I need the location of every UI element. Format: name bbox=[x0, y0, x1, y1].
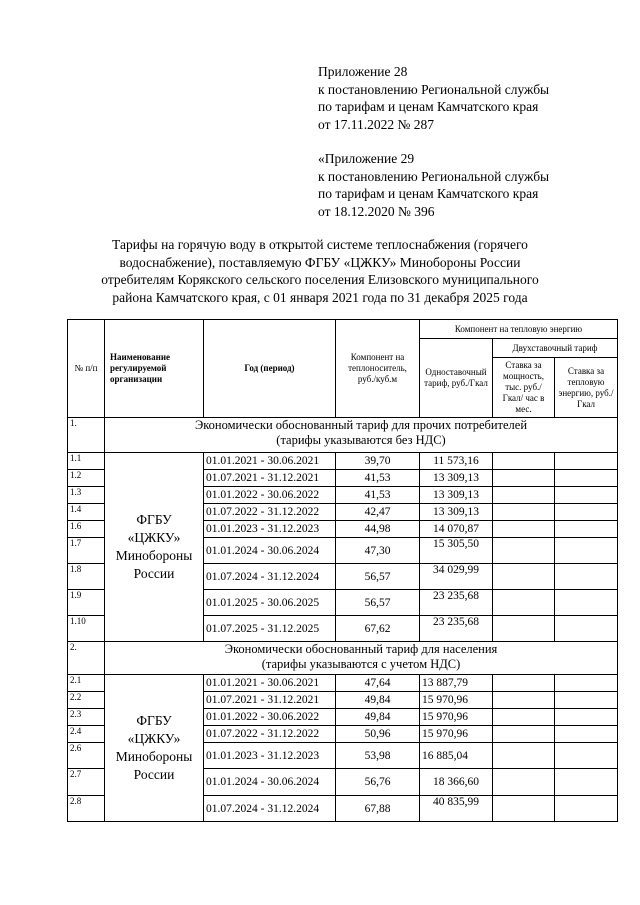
row-period: 01.07.2022 - 31.12.2022 bbox=[204, 504, 336, 521]
row-period: 01.07.2022 - 31.12.2022 bbox=[204, 726, 336, 743]
row-period: 01.01.2021 - 30.06.2021 bbox=[204, 453, 336, 470]
row-single-rate: 16 885,04 bbox=[420, 743, 493, 769]
row-period: 01.07.2024 - 31.12.2024 bbox=[204, 796, 336, 822]
section-num: 2. bbox=[68, 642, 105, 675]
title-line: водоснабжение), поставляемую ФГБУ «ЦЖКУ» Минобороны России bbox=[119, 254, 521, 270]
row-single-rate: 40 835,99 bbox=[420, 796, 493, 822]
row-period: 01.01.2025 - 30.06.2025 bbox=[204, 590, 336, 616]
title-line: района Камчатского края, с 01 января 2021 года по 31 декабря 2025 года bbox=[112, 289, 528, 305]
row-period: 01.01.2022 - 30.06.2022 bbox=[204, 709, 336, 726]
org-name-line: «ЦЖКУ» bbox=[127, 530, 181, 545]
appendix-line: от 18.12.2020 № 396 bbox=[318, 203, 435, 219]
appendix-line: от 17.11.2022 № 287 bbox=[318, 116, 434, 132]
section-subtitle-line: (тарифы указываются с учетом НДС) bbox=[261, 657, 461, 671]
row-single-rate: 11 573,16 bbox=[420, 453, 493, 470]
section-title-line: Экономически обоснованный тариф для населения bbox=[224, 642, 498, 656]
row-carrier: 56,57 bbox=[336, 590, 420, 616]
row-energy-rate bbox=[555, 538, 618, 564]
row-carrier: 47,64 bbox=[336, 675, 420, 692]
row-capacity-rate bbox=[493, 743, 555, 769]
row-capacity-rate bbox=[493, 590, 555, 616]
row-single-rate: 14 070,87 bbox=[420, 521, 493, 538]
table-header bbox=[68, 320, 618, 418]
row-period: 01.07.2024 - 31.12.2024 bbox=[204, 564, 336, 590]
appendix-29-header bbox=[318, 150, 618, 220]
header-num: № п/п bbox=[68, 320, 105, 418]
org-name-line: ФГБУ bbox=[136, 512, 172, 527]
row-num: 1.1 bbox=[68, 453, 105, 470]
header-single-rate: Одноставочный тариф, руб./Гкал bbox=[420, 339, 493, 418]
row-num: 1.6 bbox=[68, 521, 105, 538]
row-carrier: 44,98 bbox=[336, 521, 420, 538]
row-energy-rate bbox=[555, 487, 618, 504]
row-num: 2.1 bbox=[68, 675, 105, 692]
row-energy-rate bbox=[555, 692, 618, 709]
section-num: 1. bbox=[68, 418, 105, 453]
row-capacity-rate bbox=[493, 538, 555, 564]
row-carrier: 39,70 bbox=[336, 453, 420, 470]
row-capacity-rate bbox=[493, 796, 555, 822]
row-single-rate: 13 887,79 bbox=[420, 675, 493, 692]
row-single-rate: 15 970,96 bbox=[420, 726, 493, 743]
row-period: 01.07.2021 - 31.12.2021 bbox=[204, 470, 336, 487]
row-num: 2.2 bbox=[68, 692, 105, 709]
header-org: Наименование регулируемой организации bbox=[105, 320, 204, 418]
table-row bbox=[68, 675, 618, 692]
row-carrier: 42,47 bbox=[336, 504, 420, 521]
row-capacity-rate bbox=[493, 453, 555, 470]
org-name-cell bbox=[105, 675, 204, 822]
row-capacity-rate bbox=[493, 470, 555, 487]
row-energy-rate bbox=[555, 616, 618, 642]
row-energy-rate bbox=[555, 453, 618, 470]
appendix-line: к постановлению Региональной службы bbox=[318, 168, 550, 184]
row-single-rate: 13 309,13 bbox=[420, 504, 493, 521]
section-title bbox=[105, 418, 618, 453]
appendix-line: Приложение 28 bbox=[318, 64, 408, 79]
tariff-table bbox=[67, 319, 618, 822]
title-line: отребителям Корякского сельского поселения Елизовского муниципального bbox=[101, 272, 539, 288]
row-period: 01.01.2023 - 31.12.2023 bbox=[204, 521, 336, 538]
row-carrier: 67,62 bbox=[336, 616, 420, 642]
row-energy-rate bbox=[555, 470, 618, 487]
row-carrier: 56,76 bbox=[336, 769, 420, 796]
row-single-rate: 13 309,13 bbox=[420, 470, 493, 487]
table-row bbox=[68, 453, 618, 470]
org-name-line: Минобороны bbox=[115, 749, 193, 764]
row-carrier: 56,57 bbox=[336, 564, 420, 590]
header-carrier: Компонент на теплоноситель, руб./куб.м bbox=[336, 320, 420, 418]
org-name-cell bbox=[105, 453, 204, 642]
row-carrier: 41,53 bbox=[336, 470, 420, 487]
row-num: 1.9 bbox=[68, 590, 105, 616]
row-period: 01.01.2024 - 30.06.2024 bbox=[204, 769, 336, 796]
row-capacity-rate bbox=[493, 709, 555, 726]
row-period: 01.01.2023 - 31.12.2023 bbox=[204, 743, 336, 769]
row-capacity-rate bbox=[493, 521, 555, 538]
row-energy-rate bbox=[555, 521, 618, 538]
row-energy-rate bbox=[555, 590, 618, 616]
row-single-rate: 18 366,60 bbox=[420, 769, 493, 796]
row-num: 1.10 bbox=[68, 616, 105, 642]
section-row bbox=[68, 642, 618, 675]
org-name-line: Минобороны bbox=[115, 548, 193, 563]
org-name-line: России bbox=[133, 767, 175, 782]
row-carrier: 47,30 bbox=[336, 538, 420, 564]
header-capacity-rate: Ставка за мощность, тыс. руб./Гкал/ час в мес. bbox=[493, 358, 555, 418]
row-energy-rate bbox=[555, 675, 618, 692]
row-capacity-rate bbox=[493, 726, 555, 743]
row-capacity-rate bbox=[493, 487, 555, 504]
section-row bbox=[68, 418, 618, 453]
row-num: 1.4 bbox=[68, 504, 105, 521]
row-num: 2.4 bbox=[68, 726, 105, 743]
appendix-line: к постановлению Региональной службы bbox=[318, 81, 550, 97]
section-title bbox=[105, 642, 618, 675]
header-energy-rate: Ставка за тепловую энергию, руб./Гкал bbox=[555, 358, 618, 418]
row-period: 01.01.2024 - 30.06.2024 bbox=[204, 538, 336, 564]
row-period: 01.01.2022 - 30.06.2022 bbox=[204, 487, 336, 504]
row-energy-rate bbox=[555, 726, 618, 743]
row-num: 2.6 bbox=[68, 743, 105, 769]
row-period: 01.07.2021 - 31.12.2021 bbox=[204, 692, 336, 709]
row-capacity-rate bbox=[493, 692, 555, 709]
row-num: 1.8 bbox=[68, 564, 105, 590]
appendix-line: по тарифам и ценам Камчатского края bbox=[318, 99, 539, 115]
header-two-rate: Двухставочный тариф bbox=[493, 339, 618, 358]
appendix-line: по тарифам и ценам Камчатского края bbox=[318, 186, 539, 202]
row-num: 1.7 bbox=[68, 538, 105, 564]
row-single-rate: 15 305,50 bbox=[420, 538, 493, 564]
row-energy-rate bbox=[555, 709, 618, 726]
row-num: 1.2 bbox=[68, 470, 105, 487]
title-line: Тарифы на горячую воду в открытой системе теплоснабжения (горячего bbox=[112, 237, 528, 252]
appendix-line: «Приложение 29 bbox=[318, 151, 415, 166]
section-subtitle-line: (тарифы указываются без НДС) bbox=[276, 433, 446, 447]
row-energy-rate bbox=[555, 743, 618, 769]
row-single-rate: 13 309,13 bbox=[420, 487, 493, 504]
org-name-line: России bbox=[133, 566, 175, 581]
row-carrier: 49,84 bbox=[336, 709, 420, 726]
row-single-rate: 34 029,99 bbox=[420, 564, 493, 590]
row-carrier: 53,98 bbox=[336, 743, 420, 769]
row-period: 01.07.2025 - 31.12.2025 bbox=[204, 616, 336, 642]
row-num: 2.7 bbox=[68, 769, 105, 796]
row-carrier: 41,53 bbox=[336, 487, 420, 504]
row-energy-rate bbox=[555, 564, 618, 590]
row-single-rate: 15 970,96 bbox=[420, 709, 493, 726]
row-energy-rate bbox=[555, 504, 618, 521]
section-title-line: Экономически обоснованный тариф для прочих потребителей bbox=[194, 418, 528, 432]
row-single-rate: 23 235,68 bbox=[420, 616, 493, 642]
row-capacity-rate bbox=[493, 504, 555, 521]
row-num: 2.8 bbox=[68, 796, 105, 822]
row-single-rate: 23 235,68 bbox=[420, 590, 493, 616]
org-name-line: ФГБУ bbox=[136, 713, 172, 728]
row-capacity-rate bbox=[493, 616, 555, 642]
header-period: Год (период) bbox=[204, 320, 336, 418]
row-num: 2.3 bbox=[68, 709, 105, 726]
row-single-rate: 15 970,96 bbox=[420, 692, 493, 709]
row-carrier: 50,96 bbox=[336, 726, 420, 743]
row-energy-rate bbox=[555, 769, 618, 796]
row-num: 1.3 bbox=[68, 487, 105, 504]
row-capacity-rate bbox=[493, 769, 555, 796]
appendix-28-header bbox=[318, 63, 618, 133]
row-period: 01.01.2021 - 30.06.2021 bbox=[204, 675, 336, 692]
document-title bbox=[60, 236, 580, 306]
header-energy-group: Компонент на тепловую энергию bbox=[420, 320, 618, 339]
row-capacity-rate bbox=[493, 675, 555, 692]
row-carrier: 67,88 bbox=[336, 796, 420, 822]
row-carrier: 49,84 bbox=[336, 692, 420, 709]
org-name-line: «ЦЖКУ» bbox=[127, 731, 181, 746]
row-capacity-rate bbox=[493, 564, 555, 590]
row-energy-rate bbox=[555, 796, 618, 822]
